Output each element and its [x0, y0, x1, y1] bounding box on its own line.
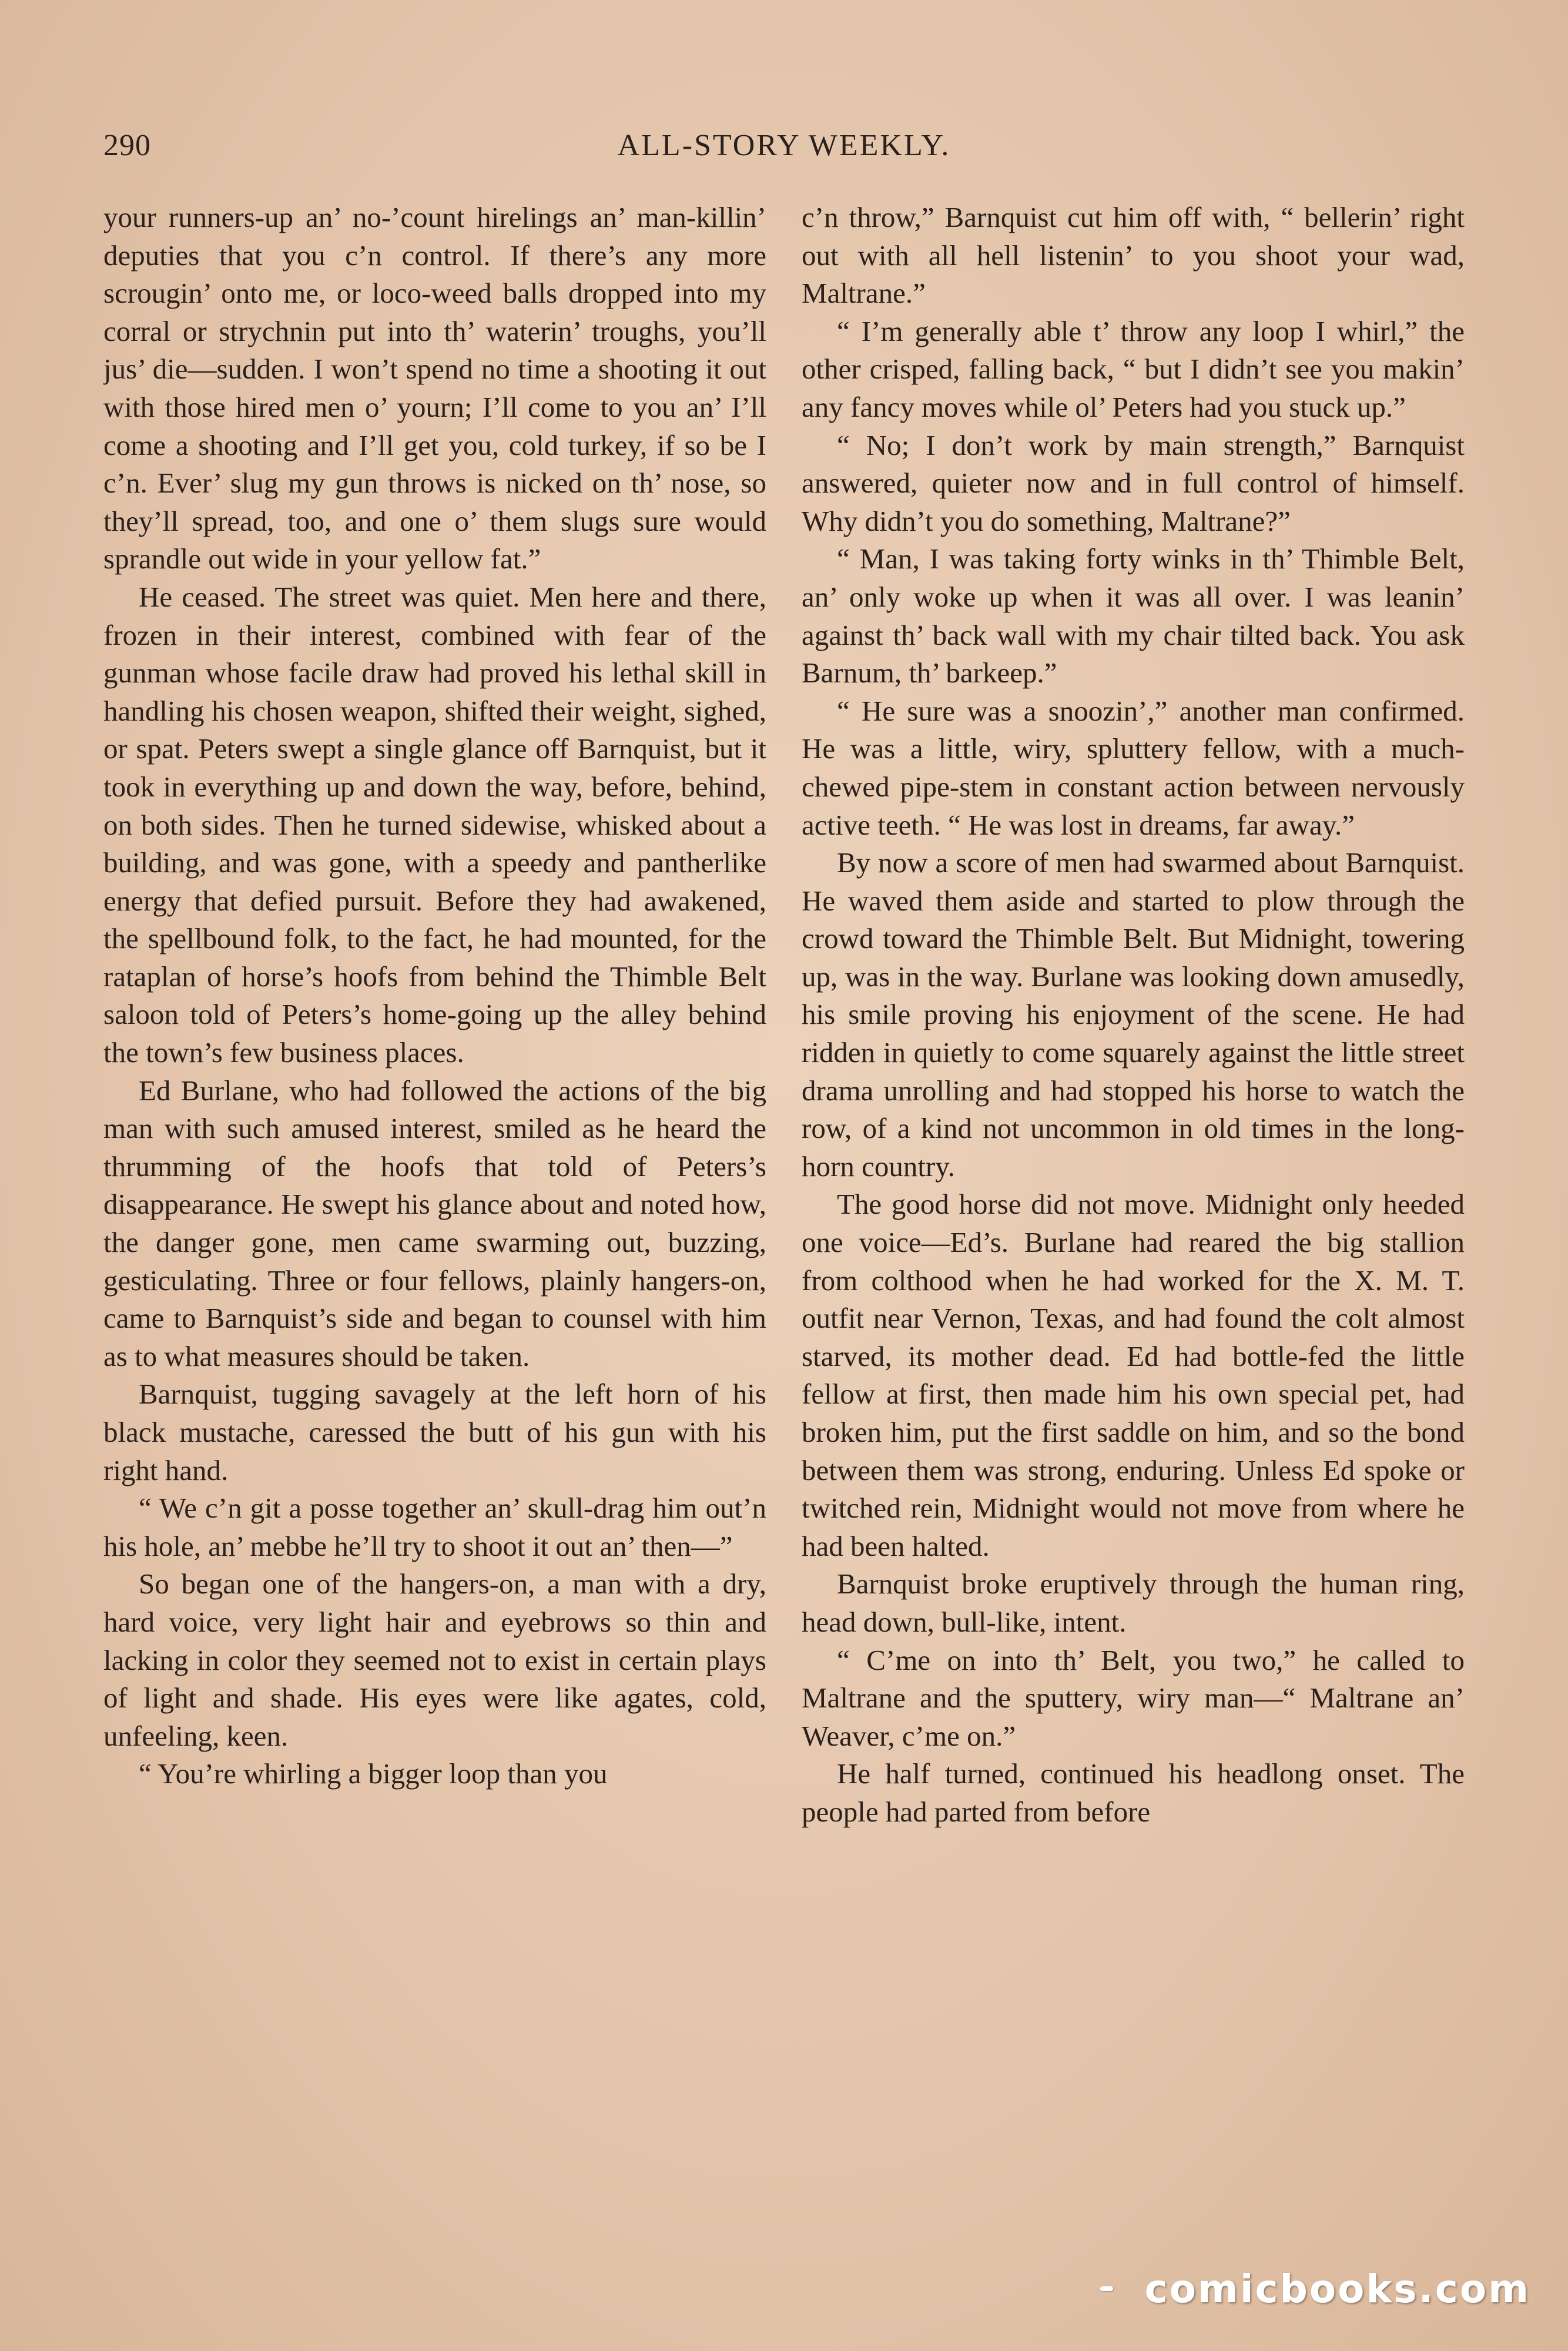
watermark-dot-icon [1100, 2286, 1113, 2291]
paragraph: So began one of the hangers-on, a man with a dry, hard voice, very light hair and eyebrows so thin and lacking in color they seemed not to exist in certain plays of light and shade. His eyes were like agates, cold, unfeeling, keen. [103, 1568, 766, 1752]
paragraph: Ed Burlane, who had followed the actions of the big man with such amused interest, smiled as he heard the thrumming of the hoofs that told of Peters’s disappearance. He swept his glance about and noted how, the danger gone, men came swarming out, buzzing, gesticulating. Three or four fellows, plainly hangers-on, came to Barnquist’s side and began to counsel with him as to what measures should be taken. [103, 1074, 766, 1372]
paragraph: “ Man, I was taking forty winks in th’ Thimble Belt, an’ only woke up when it was all over. I was leanin’ against th’ back wall with my chair tilted back. You ask Barnum, th’ barkeep.” [802, 542, 1465, 689]
running-head: ALL-STORY WEEKLY. [617, 129, 951, 162]
paragraph: Barnquist broke eruptively through the human ring, head down, bull-like, intent. [802, 1568, 1465, 1638]
paragraph: “ C’me on into th’ Belt, you two,” he called to Maltrane and the sputtery, wiry man—“ Maltrane an’ Weaver, c’me on.” [802, 1643, 1465, 1752]
page-number: 290 [103, 129, 151, 162]
paragraph: “ No; I don’t work by main strength,” Barnquist answered, quieter now and in full control of himself. Why didn’t you do something, Maltrane?” [802, 428, 1465, 537]
paragraph: “ We c’n git a posse together an’ skull-drag him out’n his hole, an’ mebbe he’ll try to shoot it out an’ then—” [103, 1492, 766, 1562]
paragraph: He half turned, continued his headlong onset. The people had parted from before [802, 1757, 1465, 1828]
paragraph: “ You’re whirling a bigger loop than you [139, 1757, 608, 1790]
paragraph: Barnquist, tugging savagely at the left horn of his black mustache, caressed the butt of his gun with his right hand. [103, 1378, 766, 1486]
watermark: comicbooks.com [1144, 2266, 1530, 2312]
paragraph: your runners-up an’ no-’count hirelings an’ man-killin’ deputies that you c’n control. If there’s any more scrougin’ onto me, or loco-weed balls dropped into my corral or strychnin put into th’ waterin’ troughs, you’ll jus’ die—sudden. I won’t spend no time a shooting it out with those hired men o’ yourn; I’ll come to you an’ I’ll come a shooting and I’ll get you, cold turkey, if so be I c’n. Ever’ slug my gun throws is nicked on th’ nose, so they’ll spread, too, and one o’ them slugs sure would sprandle out wide in your yellow fat.” [103, 201, 766, 575]
right-column [802, 199, 1465, 2244]
left-column [103, 199, 766, 2244]
paragraph: c’n throw,” Barnquist cut him off with, “ bellerin’ right out with all hell listenin’ to you shoot your wad, Maltrane.” [802, 201, 1465, 310]
paragraph: The good horse did not move. Midnight only heeded one voice—Ed’s. Burlane had reared the big stallion from colthood when he had worked for the X. M. T. outfit near Vernon, Texas, and had found the colt almost starved, its mother dead. Ed had bottle-fed the little fellow at first, then made him his own special pet, had broken him, put the first saddle on him, and so the bond between them was strong, enduring. Unless Ed spoke or twitched rein, Midnight would not move from where he had been halted. [802, 1188, 1465, 1562]
paragraph: By now a score of men had swarmed about Barnquist. He waved them aside and started to plow through the crowd toward the Thimble Belt. But Midnight, towering up, was in the way. Burlane was looking down amusedly, his smile proving his enjoyment of the scene. He had ridden in quietly to come squarely against the little street drama unrolling and had stopped his horse to watch the row, of a kind not uncommon in old times in the long-horn country. [802, 846, 1465, 1183]
paragraph: “ I’m generally able t’ throw any loop I whirl,” the other crisped, falling back, “ but I didn’t see you makin’ any fancy moves while ol’ Peters had you stuck up.” [802, 314, 1465, 423]
paragraph: He ceased. The street was quiet. Men here and there, frozen in their interest, combined with fear of the gunman whose facile draw had proved his lethal skill in handling his chosen weapon, shifted their weight, sighed, or spat. Peters swept a single glance off Barnquist, but it took in everything up and down the way, before, behind, on both sides. Then he turned sidewise, whisked about a building, and was gone, with a speedy and pantherlike energy that defied pursuit. Before they had awakened, the spellbound folk, to the fact, he had mounted, for the rataplan of horse’s hoofs from behind the Thimble Belt saloon told of Peters’s home-going up the alley behind the town’s few business places. [103, 580, 766, 1069]
paragraph: “ He sure was a snoozin’,” another man confirmed. He was a little, wiry, spluttery fellow, with a much-chewed pipe-stem in constant action between nervously active teeth. “ He was lost in dreams, far away.” [802, 694, 1465, 841]
